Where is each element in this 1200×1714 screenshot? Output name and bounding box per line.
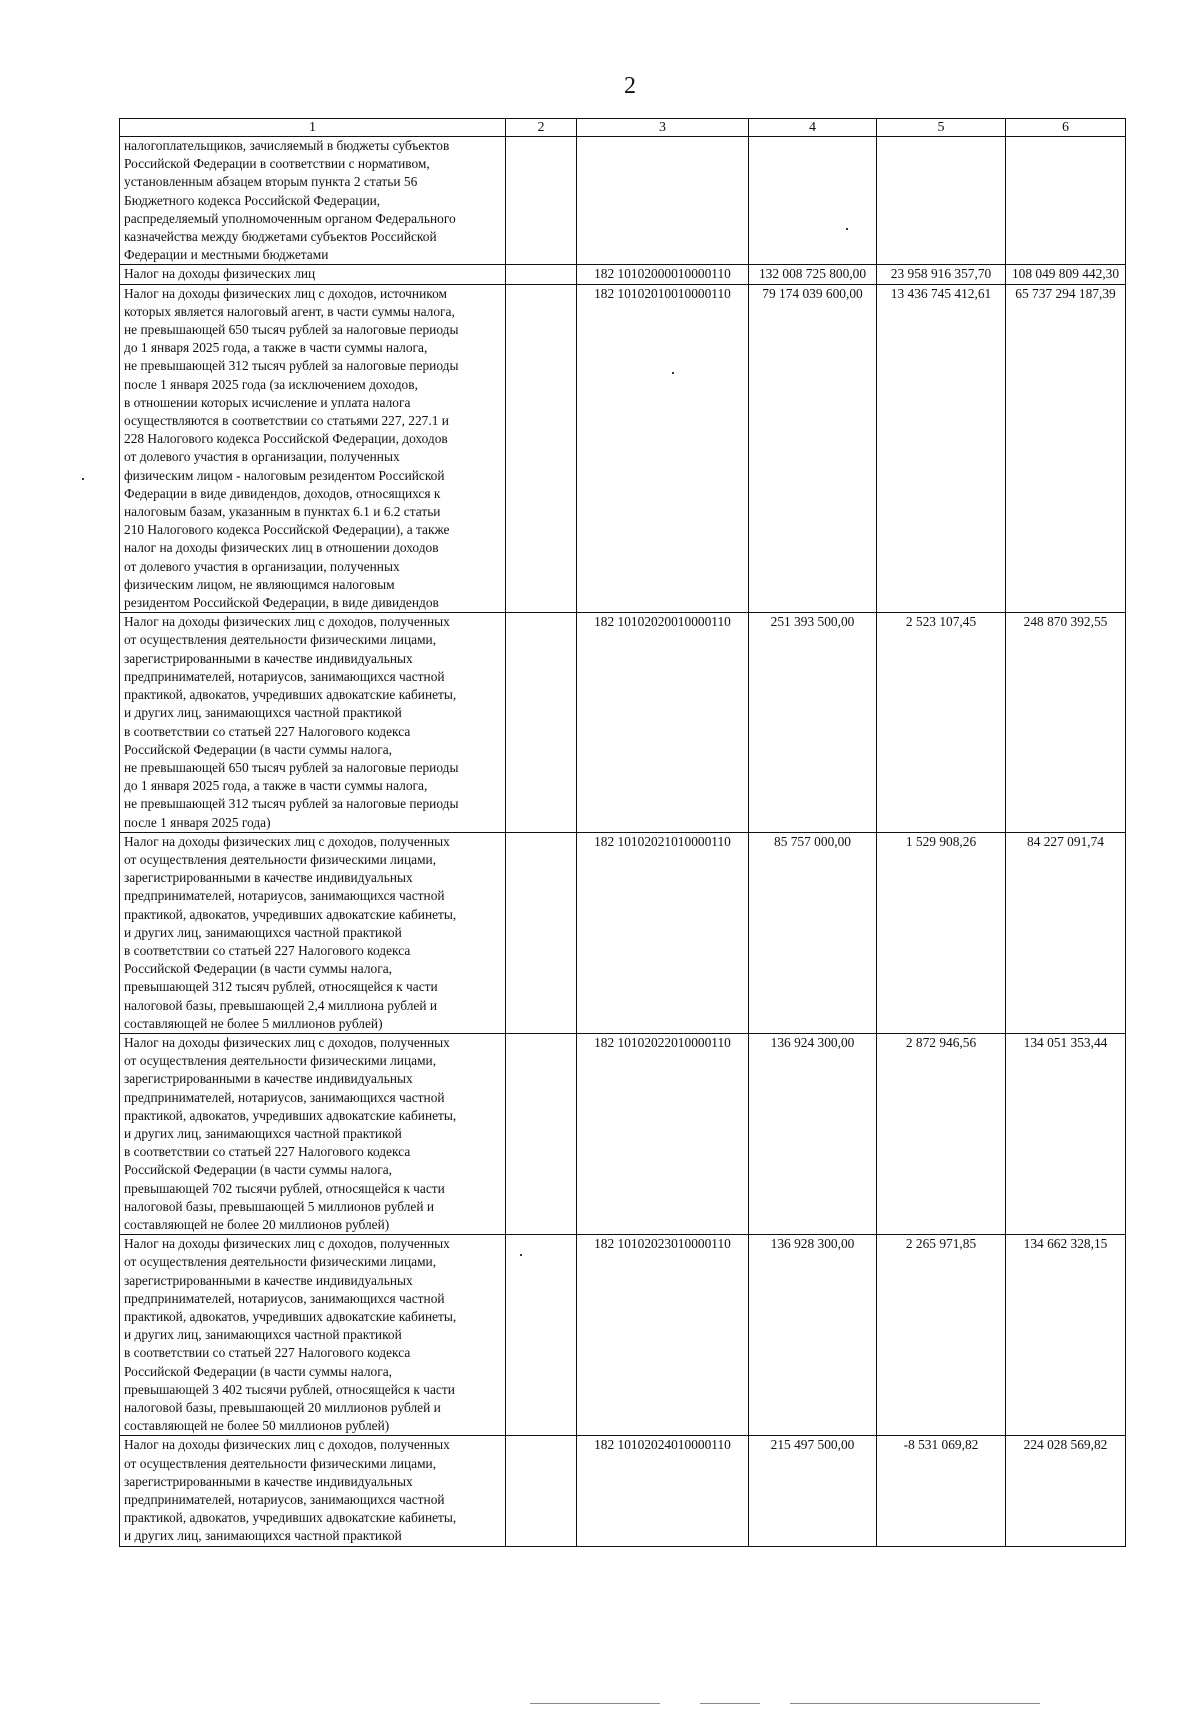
row-executed-cell: 23 958 916 357,70 [877,265,1006,284]
row-plan-cell: 85 757 000,00 [749,832,877,1033]
row-code-cell: 182 10102023010000110 [577,1235,749,1436]
row-col2-cell [506,832,577,1033]
row-name-cell: Налог на доходы физических лиц с доходов, источником которых является налоговый агент, в части суммы налога, не превышающей 650 тысяч рублей за налоговые периоды до 1 января 2025 года, а также в части суммы налога, не превышающей 312 тысяч рублей за налоговые периоды после 1 января 2025 года (за исключением доходов, в отношении которых исчисление и уплата налога осуществляются в соответствии со статьями 227, 227.1 и 228 Налогового кодекса Российской Федерации, доходов от долевого участия в организации, полученных физическим лицом - налоговым резидентом Российской Федерации в виде дивидендов, доходов, относящихся к налоговым базам, указанным в пунктах 6.1 и 6.2 статьи 210 Налогового кодекса Российской Федерации), а также налог на доходы физических лиц в отношении доходов от долевого участия в организации, полученных физическим лицом, не являющимся налоговым резидентом Российской Федерации, в виде дивидендов [120,284,506,613]
row-name-cell: налогоплательщиков, зачисляемый в бюджеты субъектов Российской Федерации в соответствии с нормативом, установленным абзацем вторым пункта 2 статьи 56 Бюджетного кодекса Российской Федерации, распределяемый уполномоченным органом Федерального казначейства между бюджетами субъектов Российской Федерации и местными бюджетами [120,137,506,265]
row-code-cell: 182 10102020010000110 [577,613,749,832]
row-remainder-cell: 224 028 569,82 [1006,1436,1126,1546]
row-remainder-cell: 84 227 091,74 [1006,832,1126,1033]
row-code-cell: 182 10102000010000110 [577,265,749,284]
row-name-cell: Налог на доходы физических лиц [120,265,506,284]
row-name-cell: Налог на доходы физических лиц с доходов, полученных от осуществления деятельности физическими лицами, зарегистрированными в качестве индивидуальных предпринимателей, нотариусов, занимающихся частной практикой, адвокатов, учредивших адвокатские кабинеты, и других лиц, занимающихся частной практикой [120,1436,506,1546]
table-row [120,832,1126,1033]
row-plan-cell [749,137,877,265]
table-row [120,1436,1126,1546]
row-plan-cell: 136 924 300,00 [749,1033,877,1234]
bottom-scan-line [530,1703,660,1704]
bottom-scan-line [790,1703,1040,1704]
row-plan-cell: 132 008 725 800,00 [749,265,877,284]
column-number-6: 6 [1006,119,1126,137]
row-name-cell: Налог на доходы физических лиц с доходов, полученных от осуществления деятельности физическими лицами, зарегистрированными в качестве индивидуальных предпринимателей, нотариусов, занимающихся частной практикой, адвокатов, учредивших адвокатские кабинеты, и других лиц, занимающихся частной практикой в соответствии со статьей 227 Налогового кодекса Российской Федерации (в части суммы налога, превышающей 3 402 тысячи рублей, относящейся к части налоговой базы, превышающей 20 миллионов рублей и составляющей не более 50 миллионов рублей) [120,1235,506,1436]
row-col2-cell [506,284,577,613]
column-number-row [120,119,1126,137]
row-name-cell: Налог на доходы физических лиц с доходов, полученных от осуществления деятельности физическими лицами, зарегистрированными в качестве индивидуальных предпринимателей, нотариусов, занимающихся частной практикой, адвокатов, учредивших адвокатские кабинеты, и других лиц, занимающихся частной практикой в соответствии со статьей 227 Налогового кодекса Российской Федерации (в части суммы налога, превышающей 312 тысяч рублей, относящейся к части налоговой базы, превышающей 2,4 миллиона рублей и составляющей не более 5 миллионов рублей) [120,832,506,1033]
row-remainder-cell [1006,137,1126,265]
row-executed-cell: 2 523 107,45 [877,613,1006,832]
row-plan-cell: 215 497 500,00 [749,1436,877,1546]
row-col2-cell [506,613,577,832]
row-code-cell: 182 10102010010000110 [577,284,749,613]
table-row [120,613,1126,832]
row-col2-cell [506,265,577,284]
row-remainder-cell: 65 737 294 187,39 [1006,284,1126,613]
row-code-cell: 182 10102024010000110 [577,1436,749,1546]
row-plan-cell: 79 174 039 600,00 [749,284,877,613]
table-row [120,137,1126,265]
row-col2-cell [506,1436,577,1546]
row-plan-cell: 136 928 300,00 [749,1235,877,1436]
row-code-cell [577,137,749,265]
column-number-1: 1 [120,119,506,137]
row-col2-cell [506,1033,577,1234]
row-executed-cell: 13 436 745 412,61 [877,284,1006,613]
row-name-cell: Налог на доходы физических лиц с доходов, полученных от осуществления деятельности физическими лицами, зарегистрированными в качестве индивидуальных предпринимателей, нотариусов, занимающихся частной практикой, адвокатов, учредивших адвокатские кабинеты, и других лиц, занимающихся частной практикой в соответствии со статьей 227 Налогового кодекса Российской Федерации (в части суммы налога, превышающей 702 тысячи рублей, относящейся к части налоговой базы, превышающей 5 миллионов рублей и составляющей не более 20 миллионов рублей) [120,1033,506,1234]
row-executed-cell [877,137,1006,265]
column-number-3: 3 [577,119,749,137]
row-remainder-cell: 248 870 392,55 [1006,613,1126,832]
scan-speck [82,478,84,480]
table-row [120,284,1126,613]
revenue-table [119,118,1126,1547]
row-executed-cell: -8 531 069,82 [877,1436,1006,1546]
row-col2-cell [506,1235,577,1436]
row-plan-cell: 251 393 500,00 [749,613,877,832]
row-executed-cell: 1 529 908,26 [877,832,1006,1033]
column-number-5: 5 [877,119,1006,137]
bottom-scan-line [700,1703,760,1704]
row-remainder-cell: 108 049 809 442,30 [1006,265,1126,284]
row-executed-cell: 2 265 971,85 [877,1235,1006,1436]
column-number-4: 4 [749,119,877,137]
row-name-cell: Налог на доходы физических лиц с доходов, полученных от осуществления деятельности физическими лицами, зарегистрированными в качестве индивидуальных предпринимателей, нотариусов, занимающихся частной практикой, адвокатов, учредивших адвокатские кабинеты, и других лиц, занимающихся частной практикой в соответствии со статьей 227 Налогового кодекса Российской Федерации (в части суммы налога, не превышающей 650 тысяч рублей за налоговые периоды до 1 января 2025 года, а также в части суммы налога, не превышающей 312 тысяч рублей за налоговые периоды после 1 января 2025 года) [120,613,506,832]
column-number-2: 2 [506,119,577,137]
row-code-cell: 182 10102021010000110 [577,832,749,1033]
row-executed-cell: 2 872 946,56 [877,1033,1006,1234]
table-row [120,1033,1126,1234]
row-remainder-cell: 134 051 353,44 [1006,1033,1126,1234]
row-remainder-cell: 134 662 328,15 [1006,1235,1126,1436]
row-code-cell: 182 10102022010000110 [577,1033,749,1234]
table-row [120,265,1126,284]
row-col2-cell [506,137,577,265]
page-number: 2 [624,73,636,99]
table-row [120,1235,1126,1436]
